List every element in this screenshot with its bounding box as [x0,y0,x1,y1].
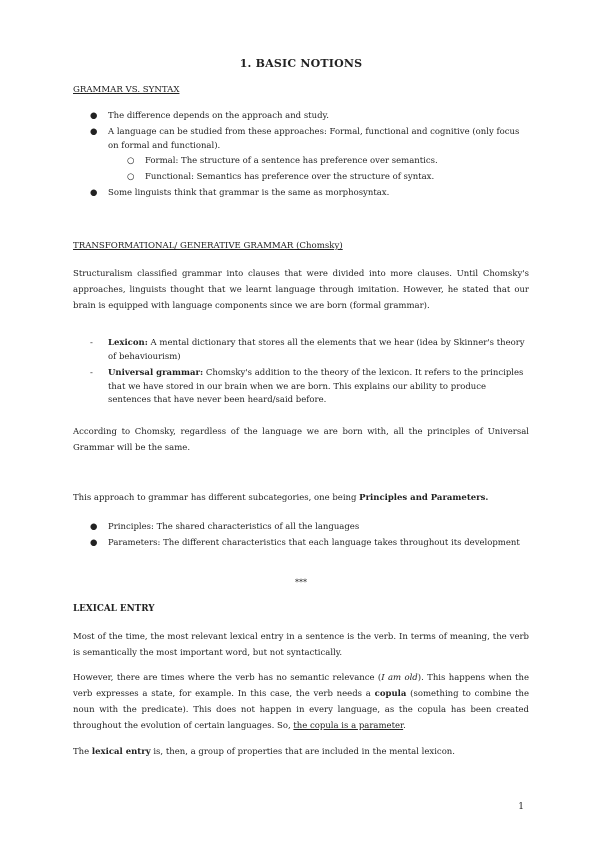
dash-marker: - [90,338,93,348]
section-heading-grammar-syntax: GRAMMAR VS. SYNTAX [73,85,180,95]
list-item-text: The difference depends on the approach and study. [108,111,329,121]
sub-list-item-text: Formal: The structure of a sentence has preference over semantics. [145,156,438,166]
paragraph-text: This approach to grammar has different subcategories, one being [73,493,360,503]
bold-text: Principles and Parameters. [359,493,489,503]
list-item [90,367,529,408]
term-definition: A mental dictionary that stores all the elements that we hear (idea by Skinner's theory of behaviourism) [108,338,525,362]
circle-bullet-icon: ○ [127,172,135,182]
sub-list-item-text: Functional: Semantics has preference over the structure of syntax. [145,172,435,182]
circle-bullet-icon: ○ [127,156,135,166]
section-heading-transformational: TRANSFORMATIONAL/ GENERATIVE GRAMMAR (Chomsky) [73,241,343,251]
paragraph [73,744,529,760]
bullet-icon: ● [90,127,98,137]
list-item-text: Principles: The shared characteristics of all the languages [108,522,360,532]
paragraph: Structuralism classified grammar into clauses that were divided into more clauses. Until Chomsky's approaches, linguists thought that we learnt language through imitation. However, he stated that our brain is equipped with language components since we are born (formal grammar). [73,269,529,311]
list-item [90,187,529,201]
list-item-text: Some linguists think that grammar is the same as morphosyntax. [108,188,390,198]
bold-term-lexical-entry: lexical entry [91,747,151,757]
dash-marker: - [90,368,93,378]
list-item [90,537,529,551]
term-definition: Chomsky's addition to the theory of the lexicon. It refers to the principles that we have stored in our brain when we are born. This explains our ability to produce sentences that have never been heard/said before. [108,368,524,405]
paragraph: Most of the time, the most relevant lexical entry in a sentence is the verb. In terms of meaning, the verb is semantically the most important word, but not syntactically. [73,632,529,658]
paragraph [73,670,529,734]
paragraph-text: ). This happens when the verb expresses a state, for example. In this case, the verb needs a [73,673,529,699]
bullet-icon: ● [90,188,98,198]
section-heading-lexical-entry: LEXICAL ENTRY [73,604,155,614]
underlined-text: the copula is a parameter [293,721,404,731]
list-item [90,521,529,535]
italic-example: I am old [381,673,418,683]
term-universal-grammar: Universal grammar: [108,368,204,378]
bullet-icon: ● [90,111,98,121]
page-number: 1 [518,802,524,812]
bold-term-copula: copula [374,689,407,699]
section-divider: *** [295,578,307,587]
paragraph-text: . [403,721,406,731]
list-item [90,126,529,153]
paragraph-text: However, there are times where the verb has no semantic relevance ( [73,673,382,683]
sub-list-item [127,171,529,185]
paragraph-text: The [73,747,92,757]
bullet-icon: ● [90,538,98,548]
list-item [90,337,529,364]
paragraph-text: (something to combine the noun with the predicate). This does not happen in every language, as the copula has been created throughout the evolution of certain languages. So, [73,689,529,731]
list-item-text: Parameters: The different characteristics that each language takes throughout its development [108,538,520,548]
term-lexicon: Lexicon: [108,338,148,348]
sub-list-item [127,155,529,169]
paragraph: According to Chomsky, regardless of the language we are born with, all the principles of Universal Grammar will be the same. [73,427,529,453]
paragraph-text: is, then, a group of properties that are included in the mental lexicon. [150,747,455,757]
paragraph [73,490,529,506]
bullet-icon: ● [90,522,98,532]
list-item-text: A language can be studied from these approaches: Formal, functional and cognitive (only focus on formal and functional). [108,127,520,151]
list-item [90,110,529,124]
page-title: 1. BASIC NOTIONS [239,57,363,70]
